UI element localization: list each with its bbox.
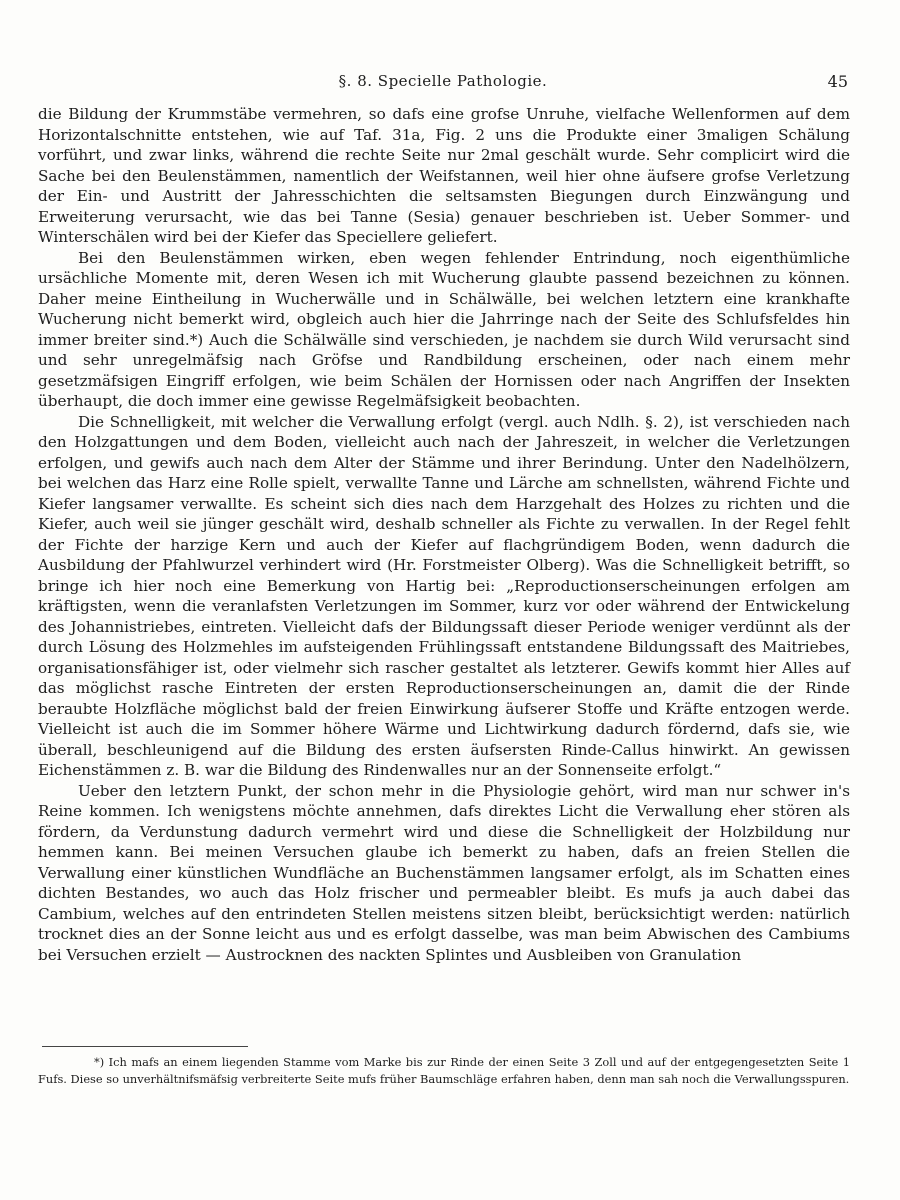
main-text (38, 104, 850, 965)
paragraph-2: Bei den Beulenstämmen wirken, eben wegen fehlender Entrindung, noch eigenthümliche ursächliche Momente mit, deren Wesen ich mit Wucherung glaubte passend bezeichnen zu können. Daher meine Eintheilung in Wucherwälle und in Schälwälle, bei welchen letztern eine krankhafte Wucherung nicht bemerkt wird, obgleich auch hier die Jahrringe nach der Seite des Schlufsfeldes hin immer breiter sind.*) Auch die Schälwälle sind verschieden, je nachdem sie durch Wild verursacht sind und sehr unregelmäfsig nach Gröfse und Randbildung erscheinen, oder nach einem mehr gesetzmäfsigen Eingriff erfolgen, wie beim Schälen der Hornissen oder nach Angriffen der Insekten überhaupt, die doch immer eine gewisse Regelmäfsigkeit beobachten. (38, 248, 850, 410)
page-header (38, 72, 848, 96)
footnote: *) Ich mafs an einem liegenden Stamme vom Marke bis zur Rinde der einen Seite 3 Zoll und auf der entgegengesetzten Seite 1 Fufs. Diese so unverhältnifsmäfsig verbreiterte Seite mufs früher Baumschläge erfahren haben, denn man sah noch die Verwallungsspuren. (38, 1055, 850, 1086)
page-number: 45 (827, 72, 848, 91)
paragraph-1: die Bildung der Krummstäbe vermehren, so dafs eine grofse Unruhe, vielfache Wellenformen auf dem Horizontalschnitte entstehen, wie auf Taf. 31a, Fig. 2 uns die Produkte einer 3maligen Schälung vorführt, und zwar links, während die rechte Seite nur 2mal geschält wurde. Sehr complicirt wird die Sache bei den Beulenstämmen, namentlich der Weifstannen, weil hier ohne äufsere grofse Verletzung der Ein- und Austritt der Jahresschichten die seltsamsten Biegungen durch Einzwängung und Erweiterung verursacht, wie das bei Tanne (Sesia) genauer beschrieben ist. Ueber Sommer- und Winterschälen wird bei der Kiefer das Speciellere geliefert. (38, 105, 850, 246)
footnote-rule (42, 1046, 248, 1047)
paragraph-3: Die Schnelligkeit, mit welcher die Verwallung erfolgt (vergl. auch Ndlh. §. 2), ist verschieden nach den Holzgattungen und dem Boden, vielleicht auch nach der Jahreszeit, in welcher die Verletzungen erfolgen, und gewifs auch nach dem Alter der Stämme und ihrer Berindung. Unter den Nadelhölzern, bei welchen das Harz eine Rolle spielt, verwallte Tanne und Lärche am schnellsten, während Fichte und Kiefer langsamer verwallte. Es scheint sich dies nach dem Harzgehalt des Holzes zu richten und die Kiefer, auch weil sie jünger geschält wird, deshalb schneller als Fichte zu verwallen. In der Regel fehlt der Fichte der harzige Kern und auch der Kiefer auf flachgründigem Boden, wenn dadurch die Ausbildung der Pfahlwurzel verhindert wird (Hr. Forstmeister Olberg). Was die Schnelligkeit betrifft, so bringe ich hier noch eine Bemerkung von Hartig bei: „Reproductionserscheinungen erfolgen am kräftigsten, wenn die veranlafsten Verletzungen im Sommer, kurz vor oder während der Entwickelung des Johannistriebes, eintreten. Vielleicht dafs der Bildungssaft dieser Periode weniger verdünnt als der durch Lösung des Holzmehles im aufsteigenden Frühlingssaft entstandene Bildungssaft des Maitriebes, organisationsfähiger ist, oder vielmehr sich rascher gestaltet als letzterer. Gewifs kommt hier Alles auf das möglichst rasche Eintreten der ersten Reproductionserscheinungen an, damit die der Rinde beraubte Holzfläche möglichst bald der freien Einwirkung äufserer Stoffe und Kräfte entzogen werde. Vielleicht ist auch die im Sommer höhere Wärme und Lichtwirkung dadurch fördernd, dafs sie, wie überall, beschleunigend auf die Bildung des ersten äufsersten Rinde-Callus hinwirkt. An gewissen Eichenstämmen z. B. war die Bildung des Rindenwalles nur an der Sonnenseite erfolgt.“ (38, 412, 850, 779)
running-head: §. 8. Specielle Pathologie. (338, 72, 548, 90)
paragraph-4: Ueber den letztern Punkt, der schon mehr in die Physiologie gehört, wird man nur schwer in's Reine kommen. Ich wenigstens möchte annehmen, dafs direktes Licht die Verwallung eher stören als fördern, da Verdunstung dadurch vermehrt wird und diese die Schnelligkeit der Holzbildung nur hemmen kann. Bei meinen Versuchen glaube ich bemerkt zu haben, dafs an freien Stellen die Verwallung einer künstlichen Wundfläche an Buchenstämmen langsamer erfolgt, als im Schatten eines dichten Bestandes, wo auch das Holz frischer und permeabler bleibt. Es mufs ja auch dabei das Cambium, welches auf den entrindeten Stellen meistens sitzen bleibt, berücksichtigt werden: natürlich trocknet dies an der Sonne leicht aus und es erfolgt dasselbe, was man beim Abwischen des Cambiums bei Versuchen erzielt — Austrocknen des nackten Splintes und Ausbleiben von Granulation (38, 781, 850, 964)
